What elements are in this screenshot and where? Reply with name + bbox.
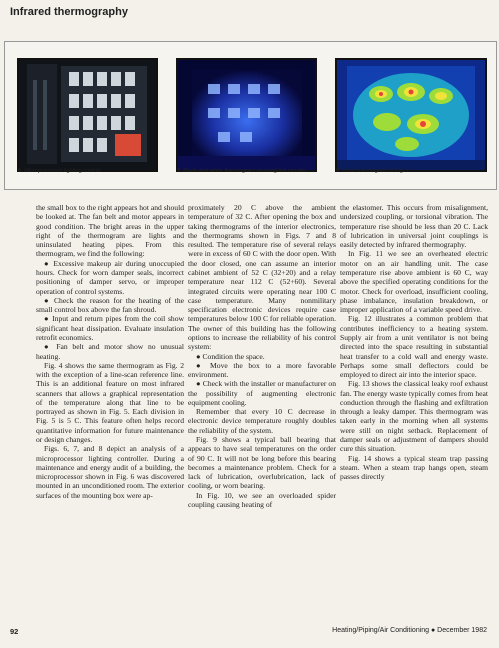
bullet-item: ● Excessive makeup air during unoccupied hours. Check for worn damper seals, incorrect positioning of damper servo, or improper operation of control systems. — [36, 258, 184, 296]
bw-thermogram-image — [178, 60, 315, 170]
figure-8-thermogram — [335, 58, 487, 172]
figure-6-number: 6 — [18, 168, 22, 174]
bullet-item: ● Move the box to a more favorable environment. — [188, 360, 336, 380]
bullet-item: ● Fan belt and motor show no unusual heating. — [36, 342, 184, 361]
color-thermogram-image — [337, 60, 485, 170]
figure-7-number: 7 — [177, 168, 181, 174]
paragraph: Remember that every 10 C decrease in electronic device temperature roughly doubles the reliability of the system. — [188, 407, 336, 435]
page-number: 92 — [10, 627, 19, 636]
figure-7-caption — [177, 168, 317, 175]
control-panel-photo — [19, 60, 156, 170]
paragraph: Fig. 12 illustrates a common problem that contributes inefficiency to a heating system. Supply air from a unit ventilator is not being directed into the space resulting in substantial heat transfer to a cold wall and energy waste. Perhaps some small deflectors could be employed to direct air into the interior space. — [340, 314, 488, 380]
paragraph: Fig. 13 shows the classical leaky roof exhaust fan. The energy waste typically comes from heat conduction through the flashing and exfiltration through a leaky damper. This thermogram was taken early in the morning when all systems were still on night setback. Replacement of damper seals or adjustment of dampers should cure this situation. — [340, 379, 488, 454]
running-header: Infrared thermography — [10, 6, 128, 18]
text-column-3 — [340, 203, 488, 481]
figure-panel — [4, 41, 497, 190]
paragraph: the small box to the right appears hot and should be looked at. The fan belt and motor appears in good condition. The bright areas in the upper right of the thermogram are lights and uninsulated heating pipes. From this thermogram, we find the following: — [36, 203, 184, 259]
paragraph: Fig. 4 shows the same thermogram as Fig. 2 with the exception of a line-scan reference line. This is an additional feature on most infrared scanners that allows a graphical representation of the temperature along that line to be portrayed as shown in Fig. 5. Each division in Fig. 5 is 5 C. This feature often helps record quantitative information for future maintenance or design changes. — [36, 360, 184, 445]
paragraph: Fig. 9 shows a typical ball bearing that appears to have seal temperatures on the order of 90 C. It will not be long before this bearing becomes a maintenance problem. Check for a lack of lubrication, overlubrication, lack of cooling, or worn bearing. — [188, 435, 336, 491]
paragraph: the elastomer. This occurs from misalignment, undersized coupling, or torsional vibration. The temperature rise should be less than 20 C. Lack of lubrication in universal joint couplings is easily detected by infrared thermography. — [340, 203, 488, 250]
text-column-2 — [188, 203, 336, 509]
magazine-footer: Heating/Piping/Air Conditioning ● December 1982 — [332, 627, 487, 634]
figure-6-caption — [18, 168, 158, 175]
figure-8-caption-text: Color thermogram of Fig. 7. — [342, 168, 411, 174]
bullet-item: ● Check with the installer or manufacturer on the possibility of augmenting electronic equipment cooling. — [188, 379, 336, 407]
paragraph: Fig. 14 shows a typical steam trap passing steam. When a steam trap hangs open, steam passes directly — [340, 453, 488, 482]
text-column-1 — [36, 203, 184, 500]
bullet-item: ● Check the reason for the heating of the small control box above the fan shroud. — [36, 295, 184, 315]
bullet-item: ● Condition the space. — [196, 351, 265, 361]
bullet-item: ● Input and return pipes from the coil show significant heat dissipation. Evaluate insulation retrofit economics. — [36, 314, 184, 342]
paragraph: proximately 20 C above the ambient temperature of 32 C. After opening the box and taking thermograms of the interior electronics, the thermograms shown in Figs. 7 and 8 resulted. The temperature rise of several relays were in excess of 60 C with the door open. With the door closed, one can assume an interior cabinet ambient of 52 C (32+20) and a relay temperature near 112 C (52+60). Several integrated circuits were operating near 100 C case temperature. Many nonmilitary specification electronic devices require case temperatures below 100 C for reliable operation. The owner of this building has the following options to increase the reliability of his control system: — [188, 203, 336, 352]
figure-6-photo — [17, 58, 158, 172]
paragraph: In Fig. 10, we see an overloaded spider coupling causing heating of — [188, 490, 336, 509]
paragraph: Figs. 6, 7, and 8 depict an analysis of a microprocessor lighting controller. During a maintenance and energy audit of a building, the microprocessor shown in Fig. 6 was discovered mounted in an unconditioned room. The exterior surfaces of the mounting box were ap- — [36, 444, 184, 500]
figure-8-caption — [336, 168, 486, 175]
figure-7-caption-text: Black-and-white thermogram showing hot circuits. — [183, 168, 307, 174]
figure-7-thermogram — [176, 58, 317, 172]
figure-6-caption-text: Microprocessor lighting control. — [24, 168, 102, 174]
figure-8-number: 8 — [336, 168, 340, 174]
paragraph: In Fig. 11 we see an overheated electric motor on an air handling unit. The case temperature rise above ambient is 60 C, way above the specified operating conditions for the motor. Check for overload, insufficient cooling, phase imbalance, insulation breakdown, or improper application of a variable speed drive. — [340, 249, 488, 315]
